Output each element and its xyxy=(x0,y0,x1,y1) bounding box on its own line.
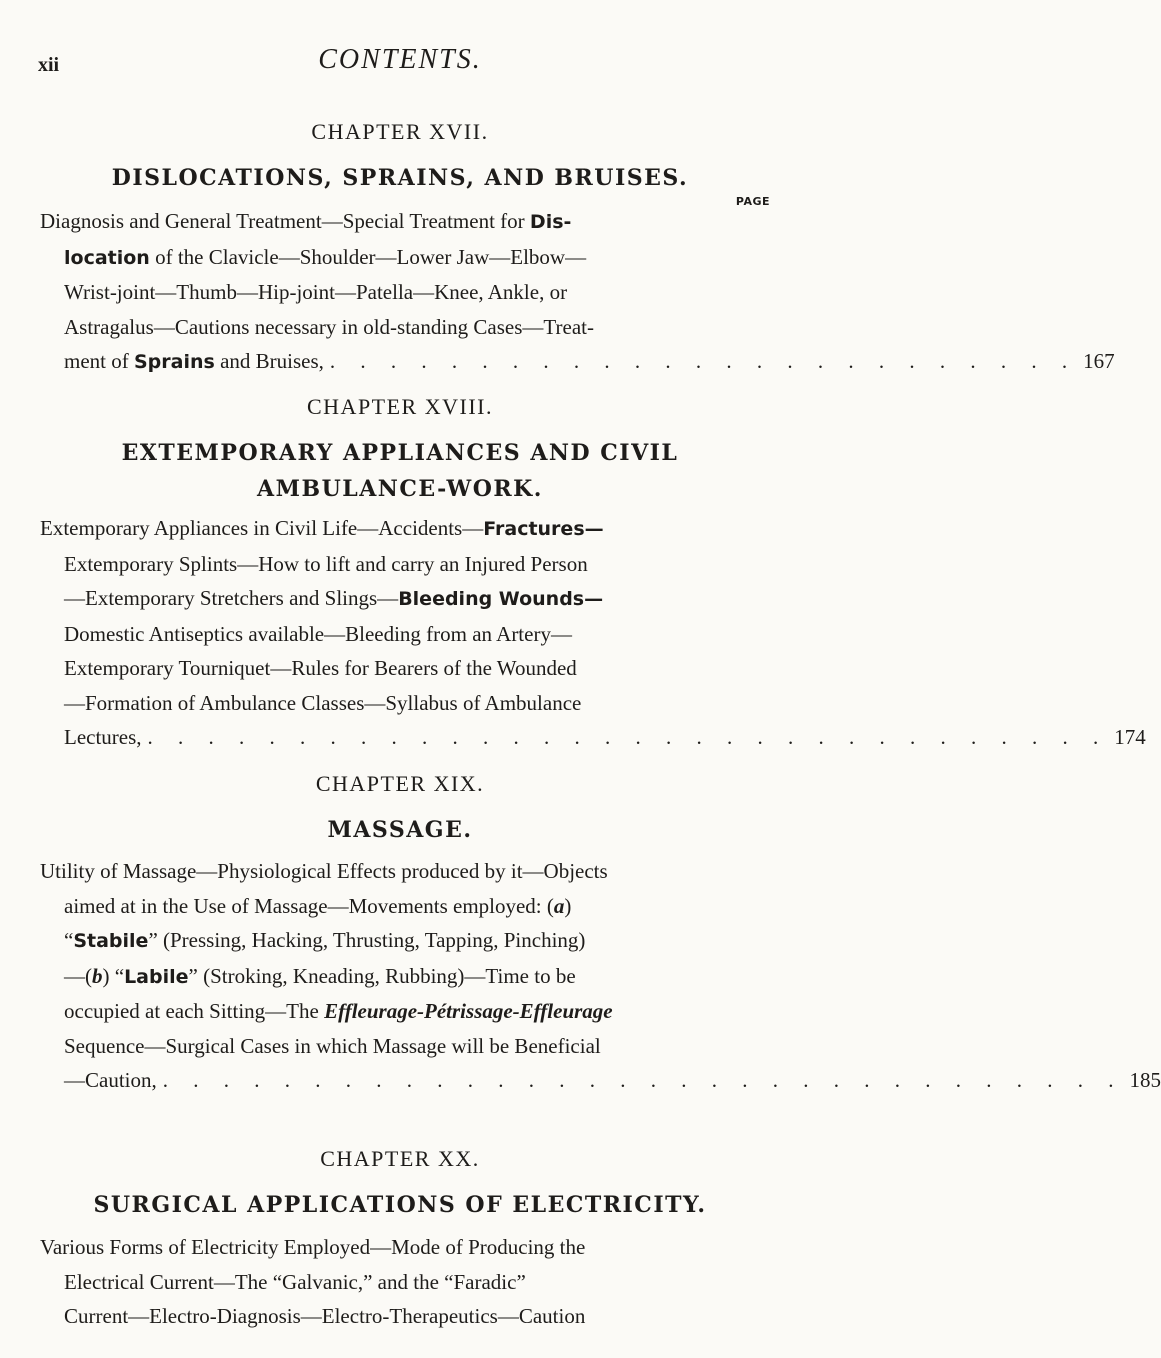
entry-line xyxy=(40,204,730,240)
bold-term: Sprains xyxy=(133,351,215,373)
chapter-title: EXTEMPORARY APPLIANCES AND CIVIL xyxy=(121,440,679,466)
chapter-20-heading xyxy=(0,1145,800,1223)
entry-line: Electrical Current—The “Galvanic,” and the “Faradic” xyxy=(64,1269,526,1294)
entry-line: Wrist-joint—Thumb—Hip-joint—Patella—Knee, Ankle, or xyxy=(64,280,568,304)
bold-term: Bleeding Wounds— xyxy=(398,588,604,610)
entry-line: Domestic Antiseptics available—Bleeding from an Artery— xyxy=(64,621,572,646)
chapter-number: CHAPTER XVIII. xyxy=(307,394,493,419)
entry-line: Extemporary Splints—How to lift and carry an Injured Person xyxy=(64,551,588,576)
page-ref: 185 xyxy=(1129,1068,1161,1092)
entry-text: occupied at each Sitting—The xyxy=(64,999,325,1023)
chapter-title: SURGICAL APPLICATIONS OF ELECTRICITY. xyxy=(93,1192,707,1218)
entry-text: Diagnosis and General Treatment—Special Treatment for xyxy=(40,209,530,233)
entry-line xyxy=(40,511,730,547)
entry-line: Utility of Massage—Physiological Effects produced by it—Objects xyxy=(40,859,608,883)
entry-line: —Formation of Ambulance Classes—Syllabus of Ambulance xyxy=(64,690,582,715)
bold-term: Fractures— xyxy=(483,518,604,540)
entry-text: —Caution, xyxy=(64,1068,157,1092)
chapter-17-entry xyxy=(40,204,1115,380)
entry-line: Sequence—Surgical Cases in which Massage will be Beneficial xyxy=(64,1033,601,1058)
bold-term: location xyxy=(64,246,150,269)
entry-line-with-page xyxy=(40,344,1115,380)
entry-text: of the Clavicle—Shoulder—Lower Jaw—Elbow— xyxy=(149,244,587,269)
chapter-number: CHAPTER XX. xyxy=(320,1146,480,1171)
chapter-title: MASSAGE. xyxy=(327,817,473,843)
chapter-18-entry xyxy=(40,511,1146,755)
chapter-20-entry xyxy=(40,1230,730,1334)
entry-line xyxy=(40,889,730,924)
chapter-19-heading xyxy=(0,770,800,848)
entry-text: and Bruises, xyxy=(214,349,324,373)
entry-line xyxy=(40,994,730,1029)
entry-text: Extemporary Appliances in Civil Life—Accidents— xyxy=(40,516,484,540)
entry-line xyxy=(40,581,730,617)
chapter-17-heading xyxy=(0,118,800,196)
entry-text: ” (Pressing, Hacking, Thrusting, Tapping, Pinching) xyxy=(148,928,586,952)
entry-text: —( xyxy=(64,963,92,988)
dot-leader: . . . . . . . . . . . . . . . . . . . . . . . . . . . . . . . . xyxy=(147,725,1109,749)
entry-line-with-page xyxy=(40,720,1146,755)
entry-line: Extemporary Tourniquet—Rules for Bearers of the Wounded xyxy=(64,656,577,680)
entry-text: “ xyxy=(64,928,74,952)
page-header xyxy=(0,38,800,88)
chapter-number: CHAPTER XVII. xyxy=(311,119,489,144)
entry-line: Astragalus—Cautions necessary in old-standing Cases—Treat- xyxy=(64,314,594,339)
entry-text: aimed at in the Use of Massage—Movements employed: ( xyxy=(64,893,554,918)
italic-term: Effleurage-Pétrissage-Effleurage xyxy=(324,999,613,1023)
entry-line xyxy=(40,923,730,959)
chapter-title: DISLOCATIONS, SPRAINS, AND BRUISES. xyxy=(111,165,689,191)
chapter-title-continued: AMBULANCE-WORK. xyxy=(257,476,543,502)
italic-letter: b xyxy=(92,963,103,988)
entry-text: ment of xyxy=(64,349,134,373)
page-column-label: PAGE xyxy=(735,195,770,208)
entry-text: Lectures, xyxy=(64,725,142,749)
entry-text: ) “ xyxy=(102,963,125,988)
page-ref: 167 xyxy=(1083,349,1115,373)
bold-term: Dis- xyxy=(529,211,572,233)
entry-line xyxy=(40,959,730,995)
chapter-number: CHAPTER XIX. xyxy=(315,771,485,796)
italic-letter: a xyxy=(553,893,565,918)
entry-line: Various Forms of Electricity Employed—Mode of Producing the xyxy=(40,1235,586,1259)
chapter-18-heading xyxy=(0,393,800,507)
entry-line xyxy=(40,240,730,276)
entry-text: —Extemporary Stretchers and Slings— xyxy=(64,586,399,610)
entry-line: Current—Electro-Diagnosis—Electro-Therapeutics—Caution xyxy=(64,1304,586,1328)
dot-leader: . . . . . . . . . . . . . . . . . . . . . . . . . . . . . . . . xyxy=(162,1068,1124,1092)
entry-text: ” (Stroking, Kneading, Rubbing)—Time to be xyxy=(188,963,576,988)
page-ref: 174 xyxy=(1114,725,1146,749)
chapter-19-entry xyxy=(40,854,1161,1098)
dot-leader: . . . . . . . . . . . . . . . . . . . . . . . . . xyxy=(329,349,1078,373)
entry-line-with-page xyxy=(40,1063,1161,1098)
bold-term: Stabile xyxy=(73,930,149,952)
running-title: CONTENTS. xyxy=(318,44,482,75)
entry-text: ) xyxy=(564,893,572,918)
bold-term: Labile xyxy=(124,965,189,988)
page-number: xii xyxy=(38,54,60,76)
